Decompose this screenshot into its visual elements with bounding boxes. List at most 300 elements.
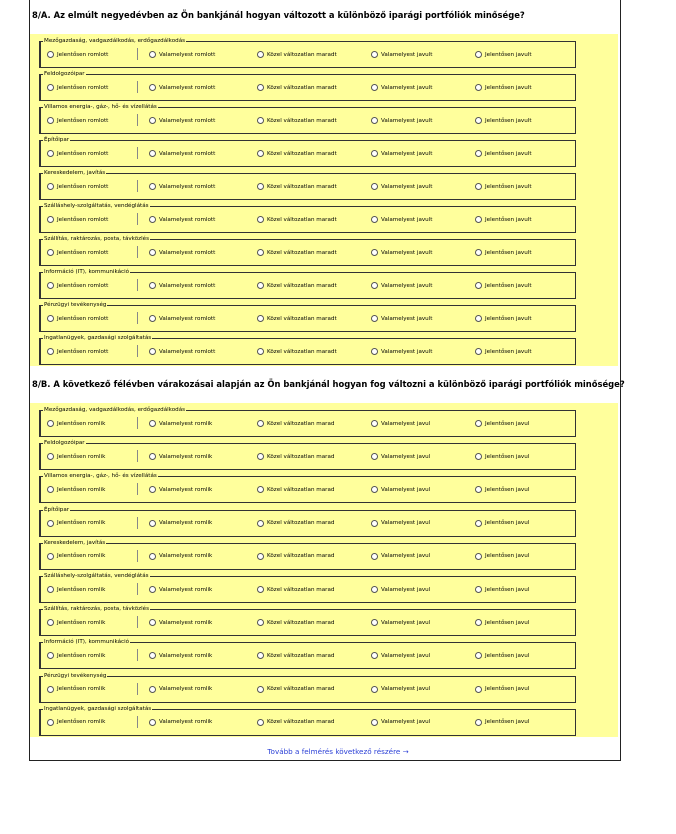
radio-button[interactable] <box>371 420 378 427</box>
radio-button[interactable] <box>257 315 264 322</box>
radio-option[interactable] <box>149 183 215 190</box>
radio-option[interactable] <box>257 282 337 289</box>
radio-button[interactable] <box>371 282 378 289</box>
radio-option-label: Valamelyest romlik <box>159 420 213 427</box>
radio-button[interactable] <box>257 216 264 223</box>
radio-option[interactable] <box>475 553 529 560</box>
radio-button[interactable] <box>47 686 54 693</box>
radio-option-label: Valamelyest romlott <box>159 216 216 223</box>
radio-button[interactable] <box>47 420 54 427</box>
radio-option-label: Jelentősen romlik <box>57 586 106 593</box>
radio-option-label: Valamelyest javult <box>381 117 433 124</box>
industry-label: Villamos energia-, gáz-, hő- és vízellátás <box>44 473 157 480</box>
industry-label: Villamos energia-, gáz-, hő- és vízellátás <box>44 104 157 110</box>
q8b-question-group <box>39 705 576 736</box>
radio-option[interactable] <box>475 348 532 355</box>
radio-button[interactable] <box>149 586 156 593</box>
radio-button[interactable] <box>149 117 156 124</box>
radio-option[interactable] <box>257 348 337 355</box>
radio-option-label: Valamelyest javult <box>381 150 433 157</box>
radio-button[interactable] <box>47 652 54 659</box>
radio-button[interactable] <box>475 652 482 659</box>
radio-button[interactable] <box>47 150 54 157</box>
radio-option[interactable] <box>475 520 529 527</box>
radio-option-label: Közel változatlan maradt <box>267 216 337 223</box>
radio-option[interactable] <box>371 315 432 322</box>
radio-option-label: Valamelyest javult <box>381 315 433 322</box>
radio-button[interactable] <box>47 553 54 560</box>
option-divider <box>137 616 138 628</box>
radio-option[interactable] <box>371 586 430 593</box>
q8a-question-group <box>39 269 576 299</box>
radio-button[interactable] <box>257 51 264 58</box>
radio-button[interactable] <box>475 315 482 322</box>
radio-button[interactable] <box>475 520 482 527</box>
radio-option-label: Jelentősen javult <box>485 216 532 223</box>
radio-option[interactable] <box>475 216 532 223</box>
radio-option[interactable] <box>257 315 337 322</box>
radio-option[interactable] <box>257 183 337 190</box>
radio-button[interactable] <box>475 420 482 427</box>
radio-button[interactable] <box>371 183 378 190</box>
radio-option-label: Közel változatlan maradt <box>267 150 337 157</box>
industry-label: Építőipar <box>44 137 70 143</box>
radio-button[interactable] <box>257 486 264 493</box>
radio-button[interactable] <box>149 315 156 322</box>
radio-option[interactable] <box>149 282 215 289</box>
radio-option[interactable] <box>475 486 529 493</box>
option-divider <box>137 345 138 357</box>
radio-option-label: Valamelyest romlik <box>159 553 213 560</box>
radio-button[interactable] <box>47 51 54 58</box>
radio-option[interactable] <box>47 249 108 256</box>
radio-button[interactable] <box>149 51 156 58</box>
radio-button[interactable] <box>475 348 482 355</box>
radio-option-label: Jelentősen romlott <box>57 216 109 223</box>
radio-option[interactable] <box>257 249 337 256</box>
question-8a-title: 8/A. Az elmúlt negyedévben az Ön bankjánál hogyan változott a különböző iparági portfóliók minősége? <box>32 10 525 20</box>
radio-option-label: Valamelyest javult <box>381 249 433 256</box>
q8a-question-group <box>39 170 576 200</box>
radio-option[interactable] <box>475 282 532 289</box>
industry-label: Pénzügyi tevékenység <box>44 672 107 679</box>
radio-option-label: Valamelyest javul <box>381 619 431 626</box>
radio-option[interactable] <box>149 420 212 427</box>
q8b-question-group <box>39 606 576 636</box>
radio-option-label: Valamelyest romlott <box>159 51 216 58</box>
radio-option[interactable] <box>475 150 532 157</box>
radio-button[interactable] <box>371 652 378 659</box>
radio-option-label: Közel változatlan marad <box>267 453 335 460</box>
radio-button[interactable] <box>475 719 482 726</box>
q8a-question-group <box>39 38 576 68</box>
radio-option[interactable] <box>149 348 215 355</box>
radio-button[interactable] <box>257 652 264 659</box>
radio-button[interactable] <box>149 486 156 493</box>
radio-option[interactable] <box>371 553 430 560</box>
radio-option-label: Jelentősen romlott <box>57 183 109 190</box>
radio-option[interactable] <box>47 183 108 190</box>
radio-option[interactable] <box>257 619 334 626</box>
radio-option-label: Közel változatlan maradt <box>267 51 337 58</box>
radio-button[interactable] <box>257 553 264 560</box>
radio-option[interactable] <box>475 686 529 693</box>
radio-option[interactable] <box>257 652 334 659</box>
radio-button[interactable] <box>371 619 378 626</box>
radio-button[interactable] <box>149 183 156 190</box>
q8b-question-group <box>39 506 576 537</box>
radio-option[interactable] <box>257 719 334 726</box>
radio-option-label: Valamelyest javul <box>381 719 431 726</box>
radio-button[interactable] <box>257 520 264 527</box>
option-divider <box>137 147 138 159</box>
radio-button[interactable] <box>257 84 264 91</box>
radio-button[interactable] <box>149 249 156 256</box>
radio-option[interactable] <box>371 51 432 58</box>
q8b-question-group <box>39 639 576 669</box>
radio-option[interactable] <box>149 315 215 322</box>
radio-button[interactable] <box>47 249 54 256</box>
radio-option[interactable] <box>257 686 334 693</box>
option-divider <box>137 246 138 258</box>
radio-option[interactable] <box>475 619 529 626</box>
radio-button[interactable] <box>149 150 156 157</box>
radio-button[interactable] <box>475 686 482 693</box>
radio-option-label: Jelentősen javul <box>485 520 530 527</box>
radio-button[interactable] <box>149 719 156 726</box>
radio-option[interactable] <box>371 117 432 124</box>
radio-option[interactable] <box>371 150 432 157</box>
q8a-question-group <box>39 302 576 332</box>
option-divider <box>137 81 138 93</box>
q8a-question-group <box>39 104 576 134</box>
radio-option[interactable] <box>47 348 108 355</box>
radio-button[interactable] <box>47 586 54 593</box>
radio-button[interactable] <box>371 553 378 560</box>
radio-option[interactable] <box>47 117 108 124</box>
radio-option[interactable] <box>371 282 432 289</box>
radio-option[interactable] <box>47 51 108 58</box>
radio-option[interactable] <box>47 652 105 659</box>
radio-button[interactable] <box>475 619 482 626</box>
radio-button[interactable] <box>149 686 156 693</box>
radio-button[interactable] <box>371 150 378 157</box>
radio-option-label: Jelentősen javult <box>485 51 532 58</box>
radio-option[interactable] <box>47 686 105 693</box>
radio-option[interactable] <box>149 586 212 593</box>
radio-option-label: Valamelyest romlik <box>159 719 213 726</box>
radio-option[interactable] <box>47 150 108 157</box>
radio-option[interactable] <box>149 686 212 693</box>
radio-button[interactable] <box>475 453 482 460</box>
radio-option[interactable] <box>475 51 532 58</box>
radio-option-label: Valamelyest romlik <box>159 586 213 593</box>
radio-option-label: Valamelyest javult <box>381 51 433 58</box>
radio-option[interactable] <box>371 216 432 223</box>
option-divider <box>137 279 138 291</box>
option-divider <box>137 550 138 562</box>
radio-button[interactable] <box>475 249 482 256</box>
next-section-link[interactable]: Tovább a felmérés következő részére → <box>267 747 409 756</box>
radio-button[interactable] <box>371 586 378 593</box>
radio-option-label: Jelentősen javult <box>485 249 532 256</box>
radio-option[interactable] <box>47 553 105 560</box>
radio-button[interactable] <box>371 348 378 355</box>
radio-option[interactable] <box>47 586 105 593</box>
radio-button[interactable] <box>475 150 482 157</box>
radio-option[interactable] <box>257 486 334 493</box>
radio-button[interactable] <box>257 686 264 693</box>
radio-option-label: Jelentősen romlott <box>57 117 109 124</box>
radio-option[interactable] <box>371 453 430 460</box>
radio-button[interactable] <box>475 216 482 223</box>
radio-option-label: Valamelyest romlott <box>159 150 216 157</box>
radio-button[interactable] <box>475 51 482 58</box>
radio-button[interactable] <box>371 453 378 460</box>
radio-option[interactable] <box>371 686 430 693</box>
radio-button[interactable] <box>371 51 378 58</box>
radio-option[interactable] <box>47 282 108 289</box>
radio-option[interactable] <box>371 619 430 626</box>
radio-option[interactable] <box>47 420 105 427</box>
radio-button[interactable] <box>475 84 482 91</box>
radio-option[interactable] <box>257 117 337 124</box>
radio-option-label: Valamelyest romlik <box>159 652 213 659</box>
radio-option[interactable] <box>257 453 334 460</box>
radio-option[interactable] <box>475 453 529 460</box>
radio-option[interactable] <box>257 420 334 427</box>
radio-option-label: Valamelyest romlott <box>159 249 216 256</box>
radio-option-label: Jelentősen romlik <box>57 719 106 726</box>
radio-option[interactable] <box>475 84 532 91</box>
radio-button[interactable] <box>257 586 264 593</box>
industry-label: Ingatlanügyek, gazdasági szolgáltatás <box>44 335 152 341</box>
radio-option-label: Jelentősen javul <box>485 553 530 560</box>
radio-option[interactable] <box>371 183 432 190</box>
industry-label: Szálláshely-szolgáltatás, vendéglátás <box>44 573 149 579</box>
radio-option-label: Jelentősen romlott <box>57 282 109 289</box>
industry-label: Feldolgozóipar <box>44 71 85 77</box>
q8b-question-group <box>39 539 576 570</box>
radio-option[interactable] <box>475 652 529 659</box>
radio-button[interactable] <box>257 619 264 626</box>
radio-button[interactable] <box>149 282 156 289</box>
radio-option[interactable] <box>371 652 430 659</box>
radio-button[interactable] <box>371 84 378 91</box>
radio-option-label: Jelentősen romlott <box>57 249 109 256</box>
radio-option[interactable] <box>257 150 337 157</box>
radio-button[interactable] <box>47 282 54 289</box>
radio-button[interactable] <box>47 84 54 91</box>
radio-button[interactable] <box>149 619 156 626</box>
radio-option[interactable] <box>47 486 105 493</box>
radio-button[interactable] <box>475 282 482 289</box>
option-divider <box>137 417 138 429</box>
radio-button[interactable] <box>475 586 482 593</box>
radio-button[interactable] <box>371 117 378 124</box>
radio-button[interactable] <box>257 348 264 355</box>
radio-option[interactable] <box>149 486 212 493</box>
radio-option-label: Valamelyest javult <box>381 216 433 223</box>
radio-option[interactable] <box>47 520 105 527</box>
radio-button[interactable] <box>371 486 378 493</box>
radio-button[interactable] <box>257 117 264 124</box>
radio-button[interactable] <box>257 183 264 190</box>
radio-option[interactable] <box>149 719 212 726</box>
radio-option-label: Közel változatlan marad <box>267 486 335 493</box>
radio-button[interactable] <box>47 315 54 322</box>
radio-button[interactable] <box>475 486 482 493</box>
industry-label: Információ (IT), kommunikáció <box>44 269 130 275</box>
radio-option-label: Valamelyest romlik <box>159 686 213 693</box>
radio-option-label: Jelentősen romlott <box>57 150 109 157</box>
radio-option-label: Valamelyest javult <box>381 183 433 190</box>
radio-option[interactable] <box>257 84 337 91</box>
radio-button[interactable] <box>475 183 482 190</box>
radio-button[interactable] <box>47 619 54 626</box>
radio-option[interactable] <box>149 51 215 58</box>
radio-option[interactable] <box>149 150 215 157</box>
radio-option[interactable] <box>149 117 215 124</box>
radio-option[interactable] <box>371 84 432 91</box>
radio-option-label: Közel változatlan marad <box>267 520 335 527</box>
radio-option-label: Közel változatlan maradt <box>267 84 337 91</box>
radio-option[interactable] <box>149 652 212 659</box>
radio-button[interactable] <box>47 183 54 190</box>
q8a-question-group <box>39 137 576 167</box>
radio-option[interactable] <box>47 216 108 223</box>
radio-option-label: Jelentősen romlik <box>57 619 106 626</box>
radio-option-label: Jelentősen javul <box>485 719 530 726</box>
radio-button[interactable] <box>371 315 378 322</box>
radio-button[interactable] <box>149 420 156 427</box>
radio-option[interactable] <box>47 719 105 726</box>
radio-button[interactable] <box>257 719 264 726</box>
industry-label: Pénzügyi tevékenység <box>44 302 107 308</box>
radio-button[interactable] <box>257 150 264 157</box>
industry-label: Információ (IT), kommunikáció <box>44 639 130 646</box>
radio-button[interactable] <box>257 453 264 460</box>
radio-button[interactable] <box>257 282 264 289</box>
radio-button[interactable] <box>257 420 264 427</box>
radio-button[interactable] <box>149 348 156 355</box>
radio-option[interactable] <box>475 249 532 256</box>
radio-option-label: Jelentősen javul <box>485 453 530 460</box>
radio-option[interactable] <box>475 420 529 427</box>
radio-option-label: Valamelyest javul <box>381 553 431 560</box>
radio-option-label: Valamelyest javul <box>381 652 431 659</box>
radio-option[interactable] <box>475 183 532 190</box>
radio-option[interactable] <box>149 249 215 256</box>
radio-button[interactable] <box>47 453 54 460</box>
option-divider <box>137 450 138 462</box>
radio-option[interactable] <box>47 84 108 91</box>
radio-option-label: Valamelyest romlott <box>159 282 216 289</box>
radio-option[interactable] <box>475 586 529 593</box>
radio-option[interactable] <box>47 453 105 460</box>
radio-option[interactable] <box>257 520 334 527</box>
radio-option[interactable] <box>149 619 212 626</box>
radio-option[interactable] <box>257 51 337 58</box>
q8a-question-group <box>39 236 576 266</box>
radio-option[interactable] <box>257 586 334 593</box>
radio-option[interactable] <box>47 619 105 626</box>
radio-option[interactable] <box>371 719 430 726</box>
radio-button[interactable] <box>475 553 482 560</box>
radio-option-label: Valamelyest javult <box>381 348 433 355</box>
radio-option-label: Közel változatlan maradt <box>267 249 337 256</box>
radio-button[interactable] <box>149 84 156 91</box>
industry-label: Mezőgazdaság, vadgazdálkodás, erdőgazdálkodás <box>44 38 186 44</box>
option-divider <box>137 483 138 495</box>
radio-option-label: Valamelyest javul <box>381 486 431 493</box>
radio-option-label: Közel változatlan marad <box>267 619 335 626</box>
radio-button[interactable] <box>149 652 156 659</box>
radio-option[interactable] <box>149 84 215 91</box>
radio-option-label: Közel változatlan maradt <box>267 348 337 355</box>
radio-option[interactable] <box>475 719 529 726</box>
option-divider <box>137 716 138 728</box>
radio-option[interactable] <box>371 486 430 493</box>
radio-option[interactable] <box>371 420 430 427</box>
radio-option[interactable] <box>149 553 212 560</box>
radio-button[interactable] <box>371 520 378 527</box>
radio-option[interactable] <box>371 348 432 355</box>
radio-option-label: Közel változatlan marad <box>267 719 335 726</box>
radio-option[interactable] <box>475 117 532 124</box>
radio-button[interactable] <box>47 520 54 527</box>
radio-button[interactable] <box>371 686 378 693</box>
radio-button[interactable] <box>47 486 54 493</box>
industry-label: Szállítás, raktározás, posta, távközlés <box>44 236 149 242</box>
radio-option[interactable] <box>149 520 212 527</box>
radio-option[interactable] <box>371 520 430 527</box>
radio-option-label: Jelentősen javul <box>485 652 530 659</box>
radio-button[interactable] <box>47 348 54 355</box>
next-section-link-row <box>0 747 676 756</box>
radio-button[interactable] <box>257 249 264 256</box>
radio-option[interactable] <box>257 553 334 560</box>
radio-button[interactable] <box>149 453 156 460</box>
radio-option-label: Jelentősen javult <box>485 183 532 190</box>
radio-option-label: Jelentősen romlik <box>57 453 106 460</box>
radio-option-label: Valamelyest romlott <box>159 84 216 91</box>
radio-option[interactable] <box>149 216 215 223</box>
radio-button[interactable] <box>47 719 54 726</box>
radio-option-label: Jelentősen romlik <box>57 686 106 693</box>
option-divider <box>137 649 138 661</box>
radio-button[interactable] <box>47 216 54 223</box>
radio-button[interactable] <box>475 117 482 124</box>
radio-option[interactable] <box>475 315 532 322</box>
radio-option[interactable] <box>257 216 337 223</box>
industry-label: Szálláshely-szolgáltatás, vendéglátás <box>44 203 149 209</box>
radio-button[interactable] <box>47 117 54 124</box>
radio-option[interactable] <box>371 249 432 256</box>
radio-button[interactable] <box>371 216 378 223</box>
radio-option-label: Valamelyest romlott <box>159 348 216 355</box>
radio-button[interactable] <box>149 520 156 527</box>
radio-button[interactable] <box>371 249 378 256</box>
radio-button[interactable] <box>149 216 156 223</box>
radio-button[interactable] <box>371 719 378 726</box>
radio-option[interactable] <box>47 315 108 322</box>
radio-option-label: Valamelyest javul <box>381 420 431 427</box>
radio-option-label: Jelentősen javul <box>485 420 530 427</box>
radio-option-label: Jelentősen javult <box>485 315 532 322</box>
radio-option[interactable] <box>149 453 212 460</box>
radio-button[interactable] <box>149 553 156 560</box>
